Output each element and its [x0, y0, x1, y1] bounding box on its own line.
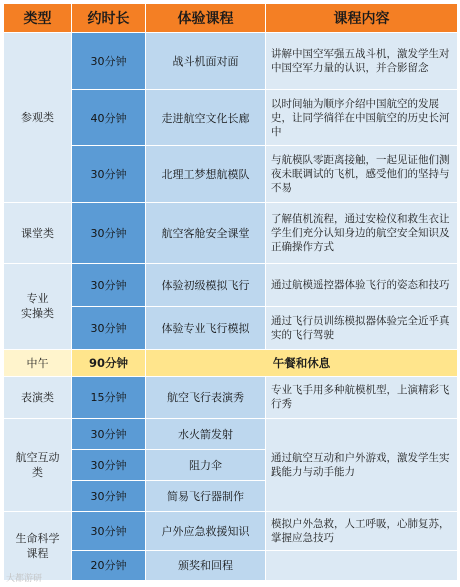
duration-cell: 90分钟 [72, 349, 146, 376]
header-content: 课程内容 [266, 4, 458, 33]
type-cell-interactive [4, 419, 72, 512]
type-cell-classroom: 课堂类 [4, 203, 72, 264]
course-cell: 水火箭发射 [146, 419, 266, 450]
content-cell: 了解值机流程，通过安检仪和救生衣让学生们充分认知身边的航空安全知识及正确操作方式 [266, 203, 458, 264]
header-course: 体验课程 [146, 4, 266, 33]
watermark: 大都游研 [6, 574, 43, 584]
header-row [4, 4, 458, 33]
duration-cell: 40分钟 [72, 89, 146, 146]
table-row [4, 550, 458, 580]
type-cell-visit: 参观类 [4, 33, 72, 203]
duration-cell: 30分钟 [72, 419, 146, 450]
content-cell: 通过航空互动和户外游戏，激发学生实践能力与动手能力 [266, 419, 458, 512]
content-cell: 讲解中国空军强五战斗机，激发学生对中国空军力量的认识，并合影留念 [266, 33, 458, 90]
table-row [4, 512, 458, 551]
table-row [4, 306, 458, 349]
duration-cell: 30分钟 [72, 33, 146, 90]
course-cell: 航空飞行表演秀 [146, 376, 266, 419]
course-cell: 简易飞行器制作 [146, 481, 266, 512]
type-cell-practice [4, 264, 72, 350]
type-label-line2: 课程 [26, 547, 49, 561]
table-row [4, 419, 458, 450]
course-cell: 颁奖和回程 [146, 550, 266, 580]
header-type: 类型 [4, 4, 72, 33]
duration-cell: 30分钟 [72, 203, 146, 264]
course-cell: 体验专业飞行模拟 [146, 306, 266, 349]
course-cell: 战斗机面对面 [146, 33, 266, 90]
table-row [4, 89, 458, 146]
table-row-noon [4, 349, 458, 376]
course-cell: 航空客舱安全课堂 [146, 203, 266, 264]
table-row [4, 146, 458, 203]
type-cell-show: 表演类 [4, 376, 72, 419]
type-label-line2: 类 [32, 466, 43, 480]
content-cell: 与航模队零距离接触，一起见证他们测夜未眠调试的飞机，感受他们的坚持与不易 [266, 146, 458, 203]
duration-cell: 30分钟 [72, 264, 146, 307]
content-cell: 通过飞行员训练模拟器体验完全近乎真实的飞行驾驶 [266, 306, 458, 349]
type-label-line1: 生命科学 [15, 532, 60, 546]
course-cell: 户外应急救援知识 [146, 512, 266, 551]
course-cell: 阻力伞 [146, 450, 266, 481]
course-cell: 走进航空文化长廊 [146, 89, 266, 146]
duration-cell: 30分钟 [72, 146, 146, 203]
duration-cell: 20分钟 [72, 550, 146, 580]
duration-cell: 15分钟 [72, 376, 146, 419]
type-label-line1: 专业 [26, 292, 49, 306]
content-cell: 专业飞手用多种航模机型，上演精彩飞行秀 [266, 376, 458, 419]
content-cell: 以时间轴为顺序介绍中国航空的发展史，让同学徜徉在中国航空的历史长河中 [266, 89, 458, 146]
course-table [3, 3, 458, 581]
type-label-line1: 航空互动 [15, 451, 60, 465]
content-cell: 模拟户外急救，人工呼吸，心肺复苏，掌握应急技巧 [266, 512, 458, 551]
duration-cell: 30分钟 [72, 450, 146, 481]
type-label-line2: 实操类 [21, 307, 54, 321]
header-duration: 约时长 [72, 4, 146, 33]
course-cell: 体验初级模拟飞行 [146, 264, 266, 307]
content-cell: 通过航模遥控器体验飞行的姿态和技巧 [266, 264, 458, 307]
table-row [4, 203, 458, 264]
table-row [4, 376, 458, 419]
duration-cell: 30分钟 [72, 306, 146, 349]
noon-activity-cell: 午餐和休息 [146, 349, 458, 376]
table-row [4, 33, 458, 90]
course-cell: 北理工梦想航模队 [146, 146, 266, 203]
type-cell-noon: 中午 [4, 349, 72, 376]
duration-cell: 30分钟 [72, 481, 146, 512]
content-cell-empty [266, 550, 458, 580]
table-row [4, 264, 458, 307]
duration-cell: 30分钟 [72, 512, 146, 551]
